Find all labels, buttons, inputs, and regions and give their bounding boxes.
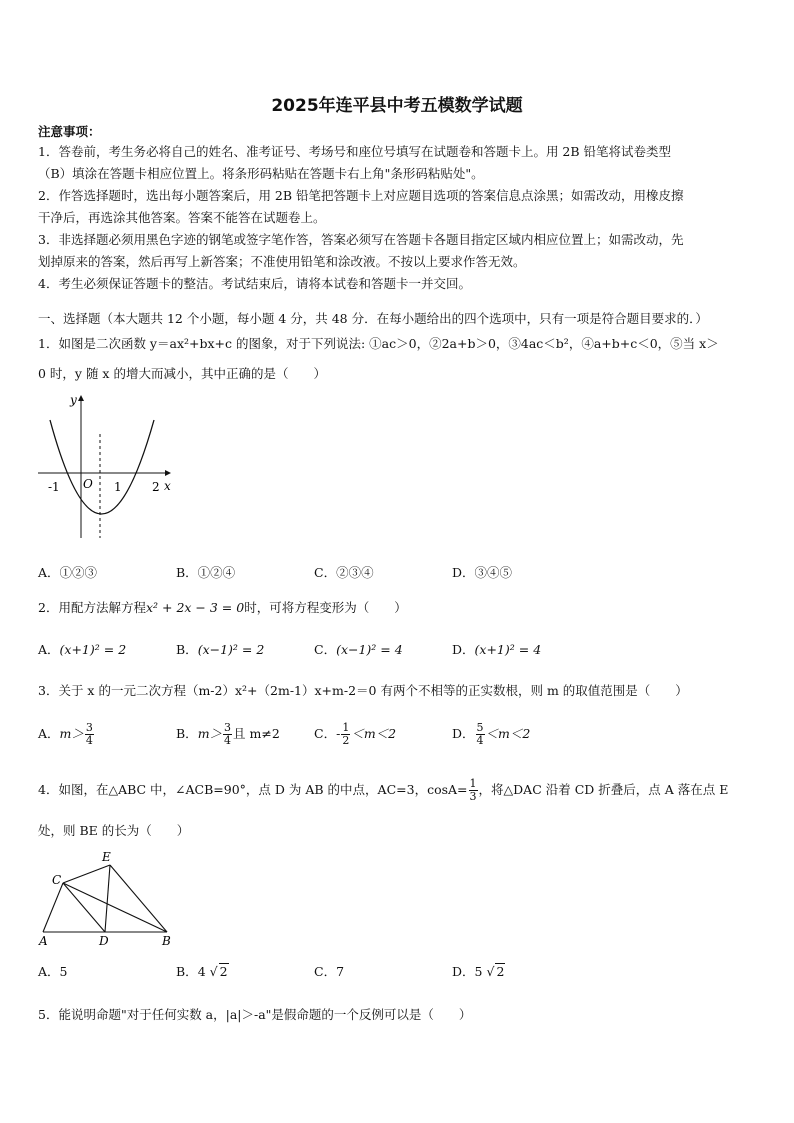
option-suffix: ＜m＜2 <box>485 726 531 741</box>
option-d[interactable] <box>452 640 541 658</box>
option-d[interactable]: D．③④⑤ <box>452 565 513 580</box>
equation: x² + 2x − 3 = 0 <box>145 600 245 615</box>
option-expression: (x+1)² = 4 <box>474 642 542 657</box>
option-suffix: ＜m＜2 <box>351 726 397 741</box>
question-4-suffix: ，将△DAC 沿着 CD 折叠后，点 A 落在点 E <box>478 782 729 797</box>
option-letter: A． <box>38 642 60 657</box>
option-letter: D． <box>452 964 475 979</box>
option-prefix: m＞ <box>59 726 84 741</box>
option-letter: C． <box>314 964 337 979</box>
origin-label: O <box>83 477 93 491</box>
option-d[interactable]: D．5 √ 2 <box>452 964 505 979</box>
option-prefix: - <box>336 726 341 741</box>
option-prefix: m＞ <box>197 726 223 741</box>
denominator: 3 <box>469 790 477 803</box>
option-letter: A． <box>38 726 60 741</box>
x-axis-label: x <box>164 479 171 493</box>
option-letter: D． <box>452 642 475 657</box>
option-value: 4 <box>197 964 206 979</box>
notes-line: 干净后，再选涂其他答案。答案不能答在试题卷上。 <box>38 210 326 225</box>
option-a[interactable]: A．①②③ <box>38 565 98 580</box>
radicand: 2 <box>219 964 228 979</box>
numerator: 1 <box>469 777 477 790</box>
notes-heading: 注意事项： <box>38 124 101 139</box>
option-b[interactable]: B．4 √ 2 <box>176 964 228 979</box>
radicand: 2 <box>496 964 505 979</box>
option-b[interactable]: B．①②④ <box>176 565 236 580</box>
segment-cd <box>63 883 105 932</box>
parabola-curve <box>50 420 154 514</box>
y-axis-label: y <box>70 393 77 407</box>
option-letter: C． <box>314 642 337 657</box>
segment-cb <box>63 883 167 932</box>
option-a[interactable] <box>38 640 126 658</box>
notes-line: 2．作答选择题时，选出每小题答案后，用 2B 铅笔把答题卡上对应题目选项的答案信息点涂黑；如需改动，用橡皮擦 <box>38 188 684 203</box>
option-value: 5 <box>59 964 68 979</box>
question-5-text: 5．能说明命题"对于任何实数 a，|a|＞-a"是假命题的一个反例可以是（ ） <box>38 1007 472 1022</box>
question-4-text <box>38 778 728 803</box>
option-c[interactable]: C．②③④ <box>314 565 374 580</box>
tick-label-2: 2 <box>152 480 160 494</box>
fraction <box>469 778 478 803</box>
option-letter: D． <box>452 726 475 741</box>
point-label-d: D <box>99 934 109 948</box>
option-letter: B． <box>176 642 198 657</box>
notes-line: 1．答卷前，考生务必将自己的姓名、准考证号、考场号和座位号填写在试题卷和答题卡上。用 2B 铅笔将试卷类型 <box>38 144 672 159</box>
option-value: 5 <box>474 964 483 979</box>
section-heading: 一、选择题（本大题共 12 个小题，每小题 4 分，共 48 分．在每小题给出的四个选项中，只有一项是符合题目要求的．） <box>38 311 708 326</box>
option-letter: B． <box>176 726 198 741</box>
option-c[interactable] <box>314 962 344 980</box>
option-expression: (x+1)² = 2 <box>59 642 127 657</box>
denominator: 4 <box>85 734 93 747</box>
denominator: 4 <box>224 734 232 747</box>
parabola-graph <box>36 390 176 540</box>
point-label-b: B <box>162 934 171 948</box>
question-3-text: 3．关于 x 的一元二次方程（m-2）x²+（2m-1）x+m-2＝0 有两个不相等的正实数根，则 m 的取值范围是（ ） <box>38 683 688 698</box>
option-d[interactable] <box>452 722 530 747</box>
question-2-text <box>38 598 407 616</box>
denominator: 2 <box>342 734 350 747</box>
notes-line: 划掉原来的答案，然后再写上新答案；不准使用铅笔和涂改液。不按以上要求作答无效。 <box>38 254 526 269</box>
tick-label-1: 1 <box>114 480 122 494</box>
numerator: 3 <box>85 721 93 734</box>
option-c[interactable] <box>314 722 396 747</box>
numerator: 3 <box>224 721 232 734</box>
question-2-suffix: 时，可将方程变形为（ ） <box>244 600 407 615</box>
question-1-text: 0 时，y 随 x 的增大而减小，其中正确的是（ ） <box>38 366 326 381</box>
notes-line: 4．考生必须保证答题卡的整洁。考试结束后，请将本试卷和答题卡一并交回。 <box>38 276 471 291</box>
tick-label-neg1: -1 <box>48 480 60 494</box>
question-4-prefix: 4．如图，在△ABC 中，∠ACB=90°，点 D 为 AB 的中点，AC=3，cosA= <box>38 782 468 797</box>
segment-ed <box>105 865 110 932</box>
segment-ac <box>43 883 63 932</box>
option-letter: B． <box>176 964 198 979</box>
question-1-text: 1．如图是二次函数 y＝ax²+bx+c 的图象，对于下列说法: ①ac＞0，②2a+b＞0，③4ac＜b²，④a+b+c＜0，⑤当 x＞ <box>38 336 719 351</box>
triangle-figure <box>36 848 176 948</box>
option-c[interactable] <box>314 640 403 658</box>
fraction <box>476 722 485 747</box>
point-label-c: C <box>52 873 62 887</box>
numerator: 5 <box>476 721 484 734</box>
option-value: 7 <box>336 964 345 979</box>
fraction <box>223 722 232 747</box>
option-a[interactable] <box>38 722 95 747</box>
numerator: 1 <box>342 721 350 734</box>
option-a[interactable] <box>38 962 67 980</box>
segment-ce <box>63 865 110 883</box>
option-letter: A． <box>38 964 60 979</box>
question-2-prefix: 2．用配方法解方程 <box>38 600 146 615</box>
point-label-e: E <box>102 850 111 864</box>
notes-line: 3．非选择题必须用黑色字迹的钢笔或签字笔作答，答案必须写在答题卡各题目指定区域内相应位置上；如需改动，先 <box>38 232 684 247</box>
denominator: 4 <box>476 734 484 747</box>
fraction <box>85 722 94 747</box>
option-expression: (x−1)² = 4 <box>336 642 403 657</box>
option-b[interactable] <box>176 722 280 747</box>
question-4-text: 处，则 BE 的长为（ ） <box>38 823 190 838</box>
option-letter: C． <box>314 726 337 741</box>
segment-eb <box>110 865 167 932</box>
option-expression: (x−1)² = 2 <box>197 642 265 657</box>
fraction <box>341 722 350 747</box>
page-title: 2025年连平县中考五模数学试题 <box>271 96 523 116</box>
option-b[interactable] <box>176 640 264 658</box>
option-suffix: 且 m≠2 <box>233 726 280 741</box>
point-label-a: A <box>39 934 48 948</box>
notes-line: （B）填涂在答题卡相应位置上。将条形码粘贴在答题卡右上角"条形码粘贴处"。 <box>38 166 484 181</box>
